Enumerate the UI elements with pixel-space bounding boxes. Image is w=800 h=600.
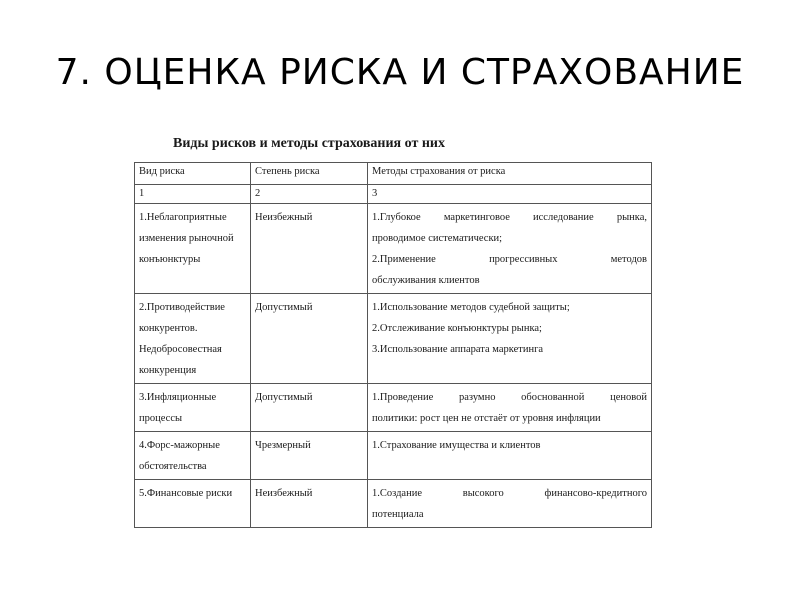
risk-degree-cell: Допустимый (251, 384, 368, 432)
table-row (135, 204, 652, 294)
table-row (135, 480, 652, 528)
methods-cell (368, 432, 652, 480)
table-number-row (135, 185, 652, 204)
column-number-2: 2 (251, 185, 368, 204)
method-line: проводимое систематически; (372, 233, 503, 244)
methods-cell (368, 480, 652, 528)
risk-degree-cell: Допустимый (251, 294, 368, 384)
methods-cell (368, 294, 652, 384)
risk-degree-cell: Неизбежный (251, 480, 368, 528)
column-number-3: 3 (368, 185, 652, 204)
method-line: 1.Страхование имущества и клиентов (372, 440, 541, 451)
method-line: потенциала (372, 509, 424, 520)
method-line: 2.Отслеживание конъюнктуры рынка; (372, 323, 542, 334)
risk-degree-cell: Неизбежный (251, 204, 368, 294)
risk-degree-cell: Чрезмерный (251, 432, 368, 480)
header-risk-type: Вид риска (135, 163, 251, 185)
method-line: 1.Использование методов судебной защиты; (372, 302, 570, 313)
risk-type-cell: 2.Противодействие конкурентов. Недобросовестная конкуренция (135, 294, 251, 384)
table-row (135, 294, 652, 384)
table-header-row (135, 163, 652, 185)
method-line: политики: рост цен не отстаёт от уровня инфляции (372, 413, 601, 424)
risk-type-cell: 3.Инфляционные процессы (135, 384, 251, 432)
table-row (135, 432, 652, 480)
risk-type-cell: 1.Неблагоприятные изменения рыночной конъюнктуры (135, 204, 251, 294)
slide-title: 7. ОЦЕНКА РИСКА И СТРАХОВАНИЕ (55, 52, 745, 93)
table-row (135, 384, 652, 432)
method-line: 1.Проведение разумно обоснованной ценовой (372, 392, 647, 403)
risk-table (134, 162, 652, 528)
method-line: 3.Использование аппарата маркетинга (372, 344, 544, 355)
method-line: 2.Применение прогрессивных методов (372, 254, 647, 265)
risk-type-cell: 5.Финансовые риски (135, 480, 251, 528)
method-line: обслуживания клиентов (372, 275, 480, 286)
methods-cell (368, 384, 652, 432)
table-caption: Виды рисков и методы страхования от них (173, 136, 445, 151)
header-risk-degree: Степень риска (251, 163, 368, 185)
column-number-1: 1 (135, 185, 251, 204)
method-line: 1.Создание высокого финансово-кредитного (372, 488, 647, 499)
header-insurance-methods: Методы страхования от риска (368, 163, 652, 185)
risk-type-cell: 4.Форс-мажорные обстоятельства (135, 432, 251, 480)
method-line: 1.Глубокое маркетинговое исследование рынка, (372, 212, 647, 223)
methods-cell (368, 204, 652, 294)
